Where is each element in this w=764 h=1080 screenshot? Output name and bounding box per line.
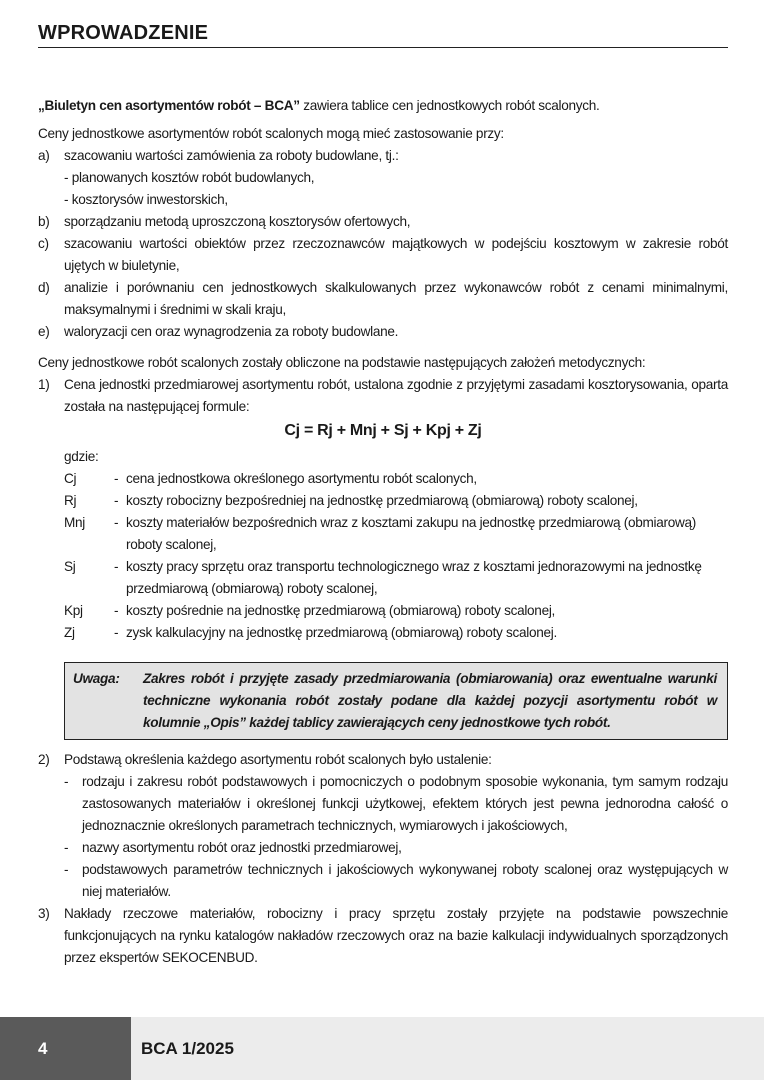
publication-label: BCA 1/2025 [141, 1039, 234, 1058]
intro-title: „Biuletyn cen asortymentów robót – BCA” [38, 98, 300, 113]
definition-row: Zj - zysk kalkulacyjny na jednostkę przedmiarową (obmiarową) roboty scalonej. [64, 625, 557, 640]
where-label: gdzie: [64, 449, 99, 464]
footer-publication-box [131, 1017, 764, 1080]
definition-row: Sj - koszty pracy sprzętu oraz transportu technologicznego wraz z kosztami jednorazowymi na jednostkę przedmiarową (obmiarową) roboty scalonej, [64, 559, 702, 596]
note-box [64, 662, 728, 740]
intro-rest: zawiera tablice cen jednostkowych robót scalonych. [299, 98, 600, 113]
application-item-b: b) sporządzaniu metodą uproszczoną kosztorysów ofertowych, [38, 214, 411, 229]
method-item-2: 2) Podstawą określenia każdego asortymentu robót scalonych było ustalenie: - rodzaju i zakresu robót podstawowych i pomocniczych o podobnym sposobie wykonania, tym samym rodzaju zastosowanych materiałów i określonej funkcji użytkowej, efektem których jest pewna jednorodna całość o jednoznacznie określonych parametrach technicznych, wymiarowych i jakościowych, - nazwy asortymentu robót oraz jednostki przedmiarowej, - podstawowych parametrów technicznych i jakościowych wykonywanej roboty scalonej oraz występujących w niej materiałów. [38, 749, 728, 903]
intro-paragraph [38, 95, 728, 117]
application-item-c: c) szacowaniu wartości obiektów przez rzeczoznawców majątkowych w podejściu kosztowym w zakresie robót ujętych w biuletynie, [38, 236, 728, 273]
definition-row: Rj - koszty robocizny bezpośredniej na jednostkę przedmiarową (obmiarową) roboty scalonej, [64, 493, 638, 508]
cost-formula: Cj = Rj + Mnj + Sj + Kpj + Zj [284, 422, 482, 439]
footer-page-box [0, 1017, 131, 1080]
formula-definitions [38, 468, 728, 644]
note-text: Zakres robót i przyjęte zasady przedmiarowania (obmiarowania) oraz ewentualne warunki techniczne wykonania robót zostały podane dla każdej pozycji asortymentu robót w kolumnie „Opis” każdej tablicy zawierających ceny jednostkowe tych robót. [143, 671, 717, 730]
applications-lead: Ceny jednostkowe asortymentów robót scalonych mogą mieć zastosowanie przy: [38, 126, 504, 141]
application-item-e: e) waloryzacji cen oraz wynagrodzenia za roboty budowlane. [38, 324, 399, 339]
document-body [38, 95, 728, 969]
method-item-3: 3) Nakłady rzeczowe materiałów, robocizny i pracy sprzętu zostały przyjęte na podstawie powszechnie funkcjonujących na rynku katalogów nakładów rzeczowych oraz na bazie kalkulacji indywidualnych sporządzonych przez ekspertów SEKOCENBUD. [38, 906, 728, 965]
page-heading: WPROWADZENIE [38, 22, 728, 48]
method-item-1: 1) Cena jednostki przedmiarowej asortymentu robót, ustalona zgodnie z przyjętymi zasadami kosztorysowania, oparta została na następującej formule: [38, 377, 728, 414]
method-lead: Ceny jednostkowe robót scalonych zostały obliczone na podstawie następujących założeń metodycznych: [38, 355, 646, 370]
list-item: - rodzaju i zakresu robót podstawowych i pomocniczych o podobnym sposobie wykonania, tym samym rodzaju zastosowanych materiałów i określonej funkcji użytkowej, efektem których jest pewna jednorodna całość o jednoznacznie określonych parametrach technicznych, wymiarowych i jakościowych, [64, 774, 728, 833]
page-number: 4 [38, 1039, 48, 1058]
list-item: - podstawowych parametrów technicznych i jakościowych wykonywanej roboty scalonej oraz występujących w niej materiałów. [64, 862, 728, 899]
definition-row: Cj - cena jednostkowa określonego asortymentu robót scalonych, [64, 471, 477, 486]
application-item-d: d) analizie i porównaniu cen jednostkowych skalkulowanych przez wykonawców robót z cenami minimalnymi, maksymalnymi i średnimi w skali kraju, [38, 280, 728, 317]
application-item-a: a) szacowaniu wartości zamówienia za roboty budowlane, tj.: - planowanych kosztów robót budowlanych, - kosztorysów inwestorskich, [38, 148, 399, 207]
note-label: Uwaga: [73, 671, 120, 686]
definition-row: Kpj - koszty pośrednie na jednostkę przedmiarową (obmiarową) roboty scalonej, [64, 603, 556, 618]
definition-row: Mnj - koszty materiałów bezpośrednich wraz z kosztami zakupu na jednostkę przedmiarową (obmiarową) roboty scalonej, [64, 515, 697, 552]
list-item: - nazwy asortymentu robót oraz jednostki przedmiarowej, [64, 840, 402, 855]
